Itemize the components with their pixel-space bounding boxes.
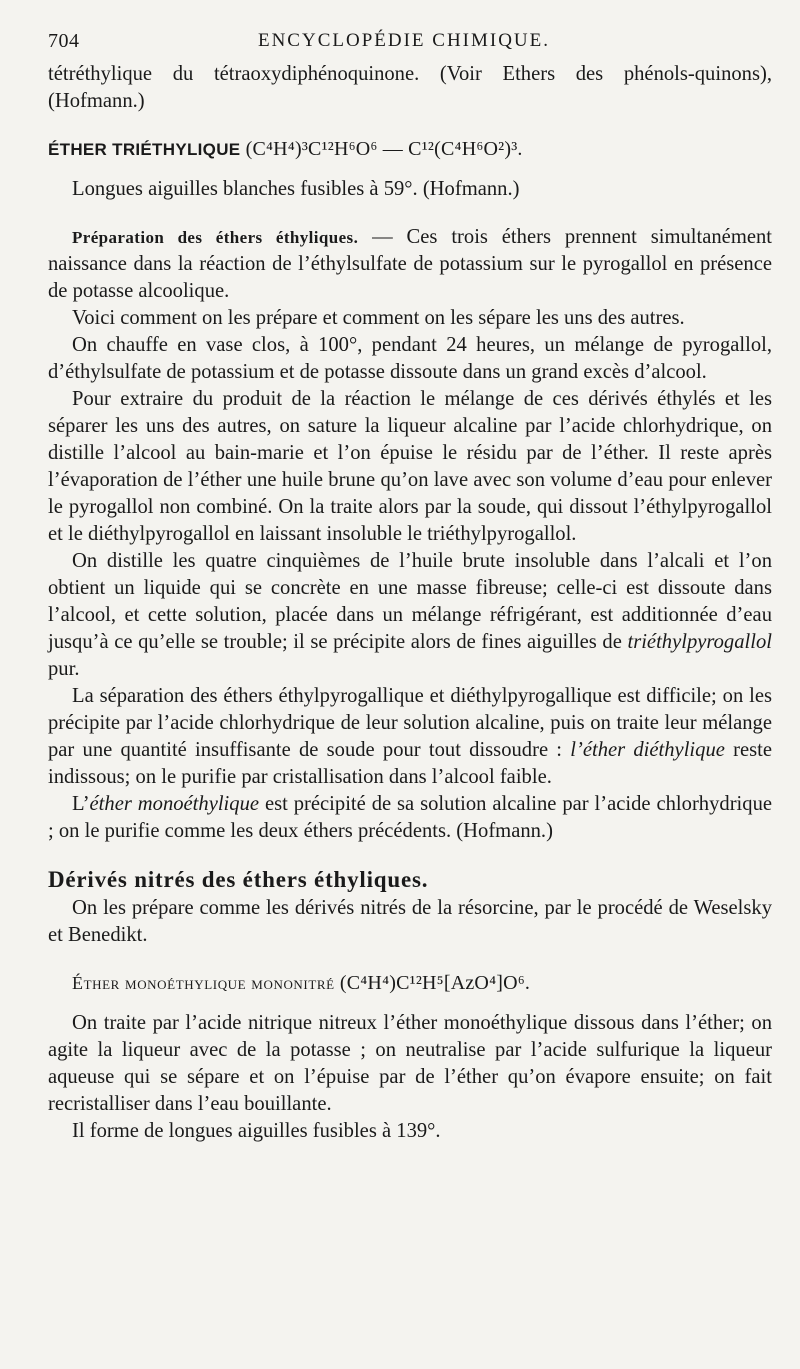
compound-formula: (C⁴H⁴)³C¹²H⁶O⁶ — C¹²(C⁴H⁶O²)³. bbox=[245, 138, 523, 160]
ether-mononitre-entry bbox=[48, 970, 772, 997]
paragraph-separation bbox=[48, 683, 772, 791]
page-body bbox=[48, 61, 772, 1145]
paragraph-text: La séparation des éthers éthylpyrogallique et diéthylpyrogallique est difficile; on les précipite par l’acide chlorhydrique de leur solution alcaline, puis on traite leur mélange par une quantité insuffisante de soude pour tout dissoudre : bbox=[48, 685, 772, 761]
paragraph-lead: L’ bbox=[72, 793, 90, 815]
italic-term: triéthylpyrogallol bbox=[627, 631, 772, 653]
italic-term: l’éther diéthylique bbox=[570, 739, 725, 761]
compound-name: ÉTHER TRIÉTHYLIQUE bbox=[48, 140, 241, 159]
section-heading-wrap bbox=[48, 866, 772, 895]
compound-name: Éther monoéthylique mononitré bbox=[72, 973, 335, 993]
paragraph-chauffe: On chauffe en vase clos, à 100°, pendant 24 heures, un mélange de pyrogallol, d’éthylsulfate de potassium et de potasse dissoute dans un grand excès d’alcool. bbox=[48, 334, 772, 383]
compound-formula: (C⁴H⁴)C¹²H⁵[AzO⁴]O⁶. bbox=[339, 972, 531, 994]
paragraph-derives: On les prépare comme les dérivés nitrés de la résorcine, par le procédé de Weselsky et Benedikt. bbox=[48, 897, 772, 946]
paragraph-voici: Voici comment on les prépare et comment on les sépare les uns des autres. bbox=[72, 307, 685, 329]
paragraph-forme: Il forme de longues aiguilles fusibles à 139°. bbox=[72, 1120, 441, 1142]
paragraph-monoethylique bbox=[48, 791, 772, 845]
paragraph-continuation: tétréthylique du tétraoxydiphénoquinone. (Voir Ethers des phénols-quinons), (Hofmann.) bbox=[48, 63, 772, 112]
paragraph-tail: reste indissous; on le purifie par cristallisation dans l’alcool faible. bbox=[48, 739, 772, 788]
preparation-text: — Ces trois éthers prennent simultanément naissance dans la réaction de l’éthylsulfate de potassium sur le pyrogallol en présence de potasse alcoolique. bbox=[48, 226, 772, 302]
paragraph-text: On distille les quatre cinquièmes de l’huile brute insoluble dans l’alcali et l’on obtient un liquide qui se concrète en une masse fibreuse; celle-ci est dissoute dans l’alcool, et cette solution, placée dans un mélange réfrigérant, est additionnée d’eau jusqu’à ce qu’elle se trouble; il se précipite alors de fines aiguilles de bbox=[48, 550, 772, 653]
paragraph-extraire: Pour extraire du produit de la réaction le mélange de ces dérivés éthylés et les séparer les uns des autres, on sature la liqueur alcaline par l’acide chlorhydrique, on distille l’alcool au bain-marie et l’on épuise le résidu par de l’éther. Il reste après l’évaporation de l’éther une huile brune qu’on lave avec son volume d’eau pour enlever le pyrogallol non combiné. On la traite alors par la soude, qui dissout l’éthylpyrogallol et le diéthylpyrogallol en laissant insoluble le triéthylpyrogallol. bbox=[48, 388, 772, 545]
ether-triethylique-entry bbox=[48, 136, 772, 163]
italic-term: éther monoéthylique bbox=[89, 793, 260, 815]
paragraph-traite: On traite par l’acide nitrique nitreux l’éther monoéthylique dissous dans l’éther; on agite la liqueur avec de la potasse ; on neutralise par l’acide sulfurique la liqueur aqueuse qui se sépare et on l’épuise par de l’éther qu’on évapore ensuite; on fait recristalliser dans l’eau bouillante. bbox=[48, 1012, 772, 1115]
paragraph-text: est précipité de sa solution alcaline par l’acide chlorhydrique ; on le purifie comme les deux éthers précédents. (Hofmann.) bbox=[48, 793, 773, 842]
runin-heading: Préparation des éthers éthyliques. bbox=[72, 228, 359, 247]
compound-description: Longues aiguilles blanches fusibles à 59°. (Hofmann.) bbox=[72, 178, 520, 200]
paragraph-distille bbox=[48, 548, 772, 683]
running-head: ENCYCLOPÉDIE CHIMIQUE. bbox=[257, 30, 551, 51]
page-header bbox=[48, 30, 760, 56]
page-number: 704 bbox=[48, 30, 80, 52]
section-heading: Dérivés nitrés des éthers éthyliques. bbox=[48, 867, 429, 892]
preparation-paragraph bbox=[48, 224, 772, 305]
paragraph-tail: pur. bbox=[48, 658, 80, 680]
